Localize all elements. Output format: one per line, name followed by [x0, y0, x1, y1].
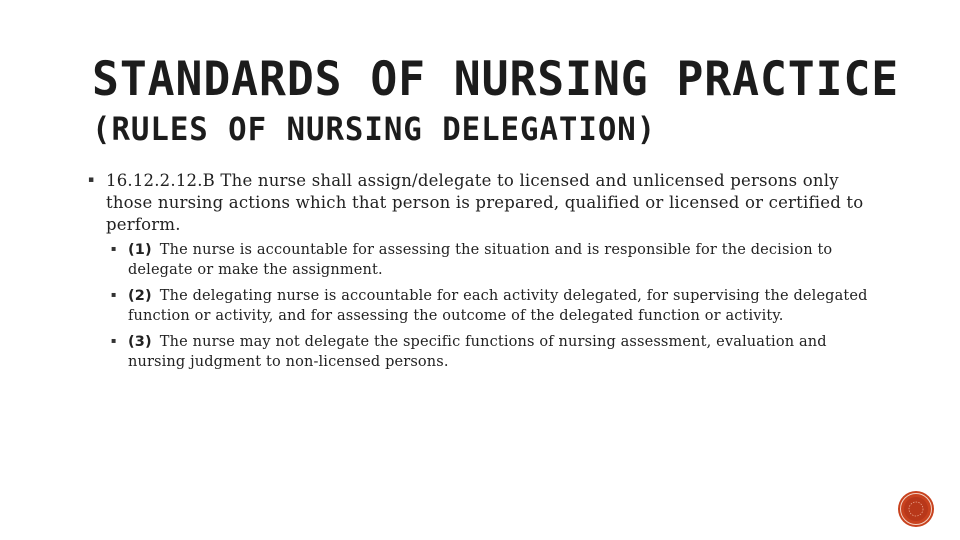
main-bullet-text: 16.12.2.12.B The nurse shall assign/delegate to licensed and unlicensed persons only those nursing actions which that person is prepared, qualified or licensed or certified to perform.: [106, 171, 864, 234]
sub-bullet-text: [128, 241, 873, 280]
sub-bullet-text: [128, 333, 873, 372]
sub-bullet-body: The nurse is accountable for assessing the situation and is responsible for the decision to delegate or make the assignment.: [128, 242, 833, 278]
slide-title: STANDARDS OF NURSING PRACTICE: [92, 52, 900, 107]
sub-bullet-3: [111, 333, 873, 372]
sub-bullet-body: The delegating nurse is accountable for each activity delegated, for supervising the delegated function or activity, and for assessing the outcome of the delegated function or activity.: [128, 288, 868, 324]
square-bullet-icon: ▪: [88, 175, 95, 185]
slide-subtitle: (RULES OF NURSING DELEGATION): [92, 110, 657, 148]
sub-bullet-body: The nurse may not delegate the specific functions of nursing assessment, evaluation and nursing judgment to non-licensed persons.: [128, 334, 827, 370]
sub-bullet-list: [111, 241, 873, 372]
seal-center: [904, 497, 928, 521]
slide-content: [88, 170, 873, 379]
slide-title-block: [92, 52, 900, 148]
sub-bullet-2: [111, 287, 873, 326]
sub-bullet-text: [128, 287, 873, 326]
square-bullet-icon: ▪: [111, 336, 117, 345]
sub-bullet-1: [111, 241, 873, 280]
main-bullet: [88, 170, 873, 236]
sub-bullet-number: (1): [128, 242, 152, 258]
sub-bullet-number: (2): [128, 288, 152, 304]
seal-logo-icon: [897, 490, 935, 528]
square-bullet-icon: ▪: [111, 244, 117, 253]
square-bullet-icon: ▪: [111, 290, 117, 299]
sub-bullet-number: (3): [128, 334, 152, 350]
